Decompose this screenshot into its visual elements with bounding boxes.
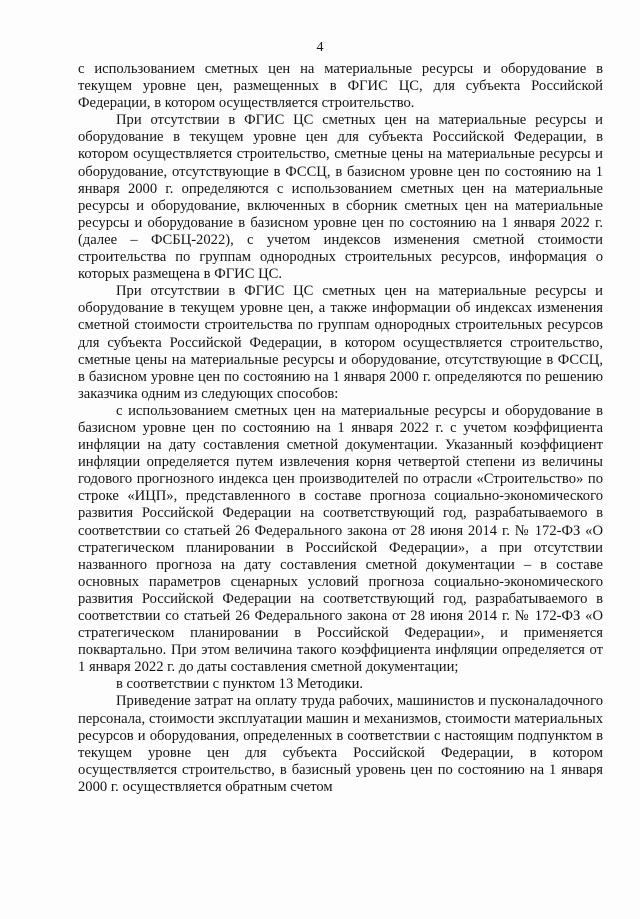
paragraph: с использованием сметных цен на материальные ресурсы и оборудование в базисном уровне цен по состоянию на 1 января 2022 г. с учетом коэффициента инфляции на дату составления сметной документации. Указанный коэффициент инфляции определяется путем извлечения корня четвертой степени из величины годового прогнозного индекса цен производителей по отрасли «Строительство» по строке «ИЦП», представленного в составе прогноза социально-экономического развития Российской Федерации на соответствующий год, разрабатываемого в соответствии со статьей 26 Федерального закона от 28 июня 2014 г. № 172-ФЗ «О стратегическом планировании в Российской Федерации», а при отсутствии названного прогноза на дату составления сметной документации – в составе основных параметров сценарных условий прогноза социально-экономического развития Российской Федерации на соответствующий год, разрабатываемого в соответствии со статьей 26 Федерального закона от 28 июня 2014 г. № 172-ФЗ «О стратегическом планировании в Российской Федерации», и применяется поквартально. При этом величина такого коэффициента инфляции определяется от 1 января 2022 г. до даты составления сметной документации;: [78, 402, 603, 676]
page-number: 4: [316, 40, 324, 55]
paragraph: с использованием сметных цен на материальные ресурсы и оборудование в текущем уровне цен, размещенных в ФГИС ЦС, для субъекта Российской Федерации, в котором осуществляется строительство.: [78, 61, 603, 112]
paragraph: в соответствии с пунктом 13 Методики.: [116, 676, 364, 693]
paragraph: Приведение затрат на оплату труда рабочих, машинистов и пусконаладочного персонала, стоимости эксплуатации машин и механизмов, стоимости материальных ресурсов и оборудования, определенных в соответствии с настоящим подпунктом в текущем уровне цен для субъекта Российской Федерации, в котором осуществляется строительство, в базисный уровень цен по состоянию на 1 января 2000 г. осуществляется обратным счетом: [78, 693, 603, 795]
paragraph: При отсутствии в ФГИС ЦС сметных цен на материальные ресурсы и оборудование в текущем уровне цен для субъекта Российской Федерации, в котором осуществляется строительство, сметные цены на материальные ресурсы и оборудование, отсутствующие в ФССЦ, в базисном уровне цен по состоянию на 1 января 2000 г. определяются с использованием сметных цен на материальные ресурсы и оборудование, включенных в сборник сметных цен на материальные ресурсы и оборудование в базисном уровне цен по состоянию на 1 января 2022 г. (далее – ФСБЦ-2022), с учетом индексов изменения сметной стоимости строительства по группам однородных строительных ресурсов, информация о которых размещена в ФГИС ЦС.: [78, 112, 603, 283]
paragraph: При отсутствии в ФГИС ЦС сметных цен на материальные ресурсы и оборудование в текущем уровне цен, а также информации об индексах изменения сметной стоимости строительства по группам однородных строительных ресурсов для субъекта Российской Федерации, в котором осуществляется строительство, сметные цены на материальные ресурсы и оборудование, отсутствующие в ФССЦ, в базисном уровне цен по состоянию на 1 января 2000 г. определяются по решению заказчика одним из следующих способов:: [78, 283, 603, 402]
body-text: [78, 61, 603, 796]
